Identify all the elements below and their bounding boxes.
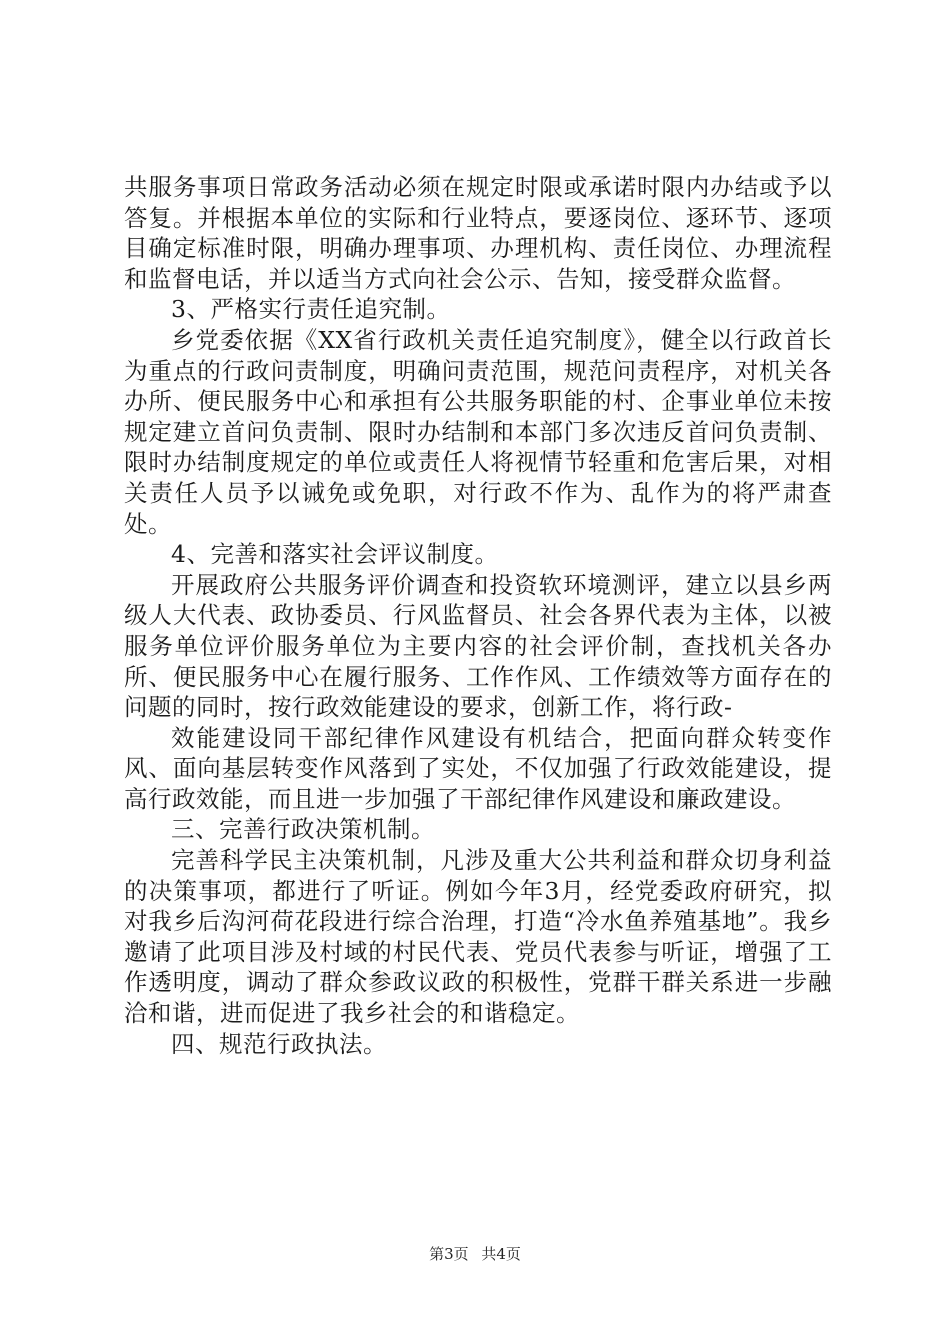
document-body xyxy=(124,172,832,1059)
page-footer xyxy=(0,1244,950,1264)
paragraph-continuation: 共服务事项日常政务活动必须在规定时限或承诺时限内办结或予以答复。并根据本单位的实际和行业特点，要逐岗位、逐环节、逐项目确定标准时限，明确办理事项、办理机构、责任岗位、办理流程和监督电话，并以适当方式向社会公示、告知，接受群众监督。 xyxy=(124,173,832,293)
heading-decision-mechanism: 三、完善行政决策机制。 xyxy=(171,815,435,844)
paragraph-social-evaluation: 开展政府公共服务评价调查和投资软环境测评，建立以县乡两级人大代表、政协委员、行风监督员、社会各界代表为主体，以被服务单位评价服务单位为主要内容的社会评价制，查找机关各办所、便民服务中心在履行服务、工作作风、工作绩效等方面存在的问题的同时，按行政效能建设的要求，创新工作，将行政- xyxy=(124,570,832,722)
page-total: 共4页 xyxy=(481,1245,521,1263)
heading-accountability: 3、严格实行责任追究制。 xyxy=(171,295,451,324)
page-number: 第3页 xyxy=(429,1245,469,1263)
paragraph-efficiency: 效能建设同干部纪律作风建设有机结合，把面向群众转变作风、面向基层转变作风落到了实处，不仅加强了行政效能建设，提高行政效能，而且进一步加强了干部纪律作风建设和廉政建设。 xyxy=(124,723,832,813)
paragraph-accountability: 乡党委依据《XX省行政机关责任追究制度》，健全以行政首长为重点的行政问责制度，明确问责范围，规范问责程序，对机关各办所、便民服务中心和承担有公共服务职能的村、企事业单位未按规定建立首问负责制、限时办结制和本部门多次违反首问负责制、限时办结制度规定的单位或责任人将视情节轻重和危害后果，对相关责任人员予以诫免或免职，对行政不作为、乱作为的将严肃查处。 xyxy=(124,325,832,538)
heading-social-evaluation: 4、完善和落实社会评议制度。 xyxy=(171,540,499,569)
paragraph-decision-mechanism: 完善科学民主决策机制，凡涉及重大公共利益和群众切身利益的决策事项，都进行了听证。例如今年3月，经党委政府研究，拟对我乡后沟河荷花段进行综合治理，打造“冷水鱼养殖基地”。我乡邀请了此项目涉及村域的村民代表、党员代表参与听证，增强了工作透明度，调动了群众参政议政的积极性，党群干群关系进一步融洽和谐，进而促进了我乡社会的和谐稳定。 xyxy=(124,846,832,1028)
heading-law-enforcement: 四、规范行政执法。 xyxy=(171,1029,387,1058)
